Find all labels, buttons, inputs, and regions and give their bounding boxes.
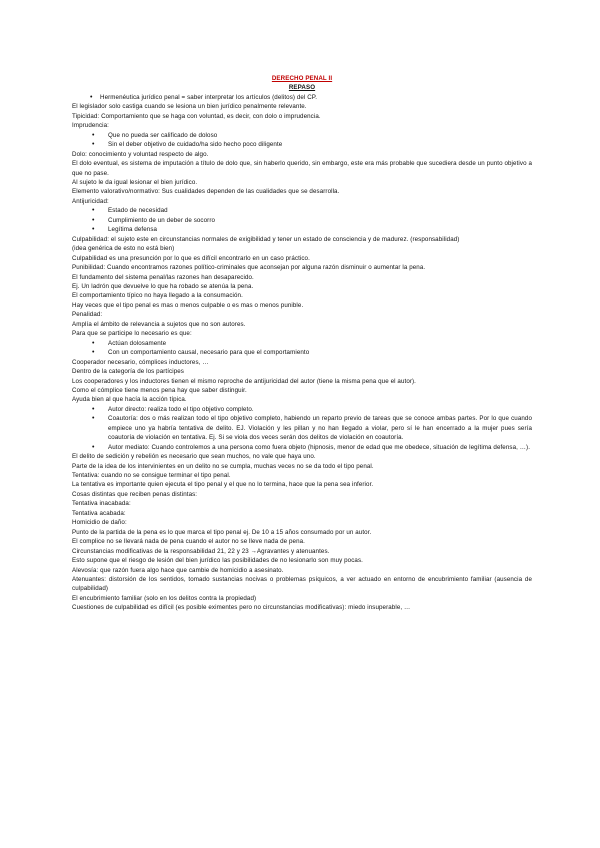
paragraph: (idea genérica de esto no está bien) — [72, 245, 175, 253]
paragraph: Cuestiones de culpabilidad es difícil (es posible eximentes pero no circunstancias modificativas): miedo insuperable, … — [72, 604, 411, 612]
list-item: • Que no pueda ser calificado de doloso — [72, 131, 532, 140]
bullet-list — [72, 206, 532, 234]
list-item: • Sin el deber objetivo de cuidado/ha sido hecho poco diligente — [72, 140, 532, 149]
paragraph: El fundamento del sistema penal/las razones han desaparecido. — [72, 273, 254, 281]
bullet-list — [72, 405, 532, 452]
paragraph: El delito de sedición y rebelión es necesario que sean muchos, no vale que haya uno. — [72, 453, 316, 461]
paragraph: El comportamiento típico no haya llegado a la consumación. — [72, 292, 243, 300]
list-item: • Legítima defensa — [72, 225, 532, 234]
document-page — [72, 74, 532, 613]
paragraph: Tentativa inacabada: — [72, 500, 131, 508]
paragraph: Esto supone que el riesgo de lesión del bien jurídico las posibilidades de no lesionarlo son muy pocas. — [72, 557, 363, 565]
paragraph: Tentativa acabada: — [72, 509, 126, 517]
list-item: • Estado de necesidad — [72, 206, 532, 215]
paragraph: Amplía el ámbito de relevancia a sujetos que no son autores. — [72, 320, 246, 328]
paragraph: Antijuricidad: — [72, 197, 109, 205]
paragraph: Penalidad: — [72, 311, 103, 319]
paragraph: Para que se participe lo necesario es que: — [72, 330, 192, 338]
list-item: • Hermenéutica jurídico penal = saber interpretar los artículos (delitos) del CP. — [72, 93, 532, 102]
paragraph: Dolo: conocimiento y voluntad respecto de algo. — [72, 150, 209, 158]
paragraph: Hay veces que el tipo penal es mas o menos culpable o es mas o menos punible. — [72, 301, 304, 309]
paragraph: Parte de la idea de los intervinientes en un delito no se cumpla, muchas veces no se da todo el tipo penal. — [72, 462, 374, 470]
paragraph: La tentativa es importante quien ejecuta el tipo penal y el que no lo termina, hace que la pena sea inferior. — [72, 481, 374, 489]
list-item: • Cumplimiento de un deber de socorro — [72, 216, 532, 225]
list-item: • Con un comportamiento causal, necesario para que el comportamiento — [72, 348, 532, 357]
paragraph: Tentativa: cuando no se consigue terminar el tipo penal. — [72, 472, 231, 480]
paragraph: Al sujeto le da igual lesionar el bien jurídico. — [72, 178, 198, 186]
list-item: • Actúan dolosamente — [72, 339, 532, 348]
paragraph: Elemento valorativo/normativo: Sus cualidades dependen de las cualidades que se desarrolla. — [72, 188, 340, 196]
paragraph: Imprudencia: — [72, 122, 109, 130]
paragraph: Tipicidad: Comportamiento que se haga con voluntad, es decir, con dolo o imprudencia. — [72, 112, 321, 120]
bullet-list — [72, 131, 532, 150]
paragraph: Cooperador necesario, cómplices inductores, … — [72, 358, 209, 366]
list-item: • Autor directo: realiza todo el tipo objetivo completo. — [72, 405, 532, 414]
paragraph: El complice no se llevará nada de pena cuando el autor no se lleve nada de pena. — [72, 538, 305, 546]
paragraph: El legislador solo castiga cuando se lesiona un bien jurídico penalmente relevante. — [72, 103, 307, 111]
paragraph: El encubrimiento familiar (solo en los delitos contra la propiedad) — [72, 594, 257, 602]
bullet-list — [72, 93, 532, 102]
paragraph: Cosas distintas que reciben penas distintas: — [72, 490, 198, 498]
paragraph: Dentro de la categoría de los partícipes — [72, 368, 184, 376]
paragraph: Culpabilidad: el sujeto este en circunstancias normales de exigibilidad y tener un estado de consciencia y de madurez. (responsabilidad) — [72, 235, 460, 243]
paragraph: Ej. Un ladrón que devuelve lo que ha robado se atenúa la pena. — [72, 282, 254, 290]
paragraph: Homicidio de daño: — [72, 519, 127, 527]
paragraph: Circunstancias modificativas de la responsabilidad 21, 22 y 23 →Agravantes y atenuantes. — [72, 547, 330, 555]
paragraph: Culpabilidad es una presunción por lo que es difícil encontrarlo en un caso práctico. — [72, 254, 310, 262]
paragraph: El dolo eventual, es sistema de imputación a título de dolo que, sin haberlo querido, sin embargo, este era más probable que sucediera desde un punto objetivo a que no pase. — [72, 160, 532, 177]
list-item: • Coautoría: dos o más realizan todo el tipo objetivo completo, habiendo un reparto previo de tareas que se conoce ambas partes. Por lo que cuando empiece uno ya habría tentativa de delito. EJ. Violación y les pillan y no han llegado a violar, pero sí le han encerrado a la mujer pues sería coautoría de violación en tentativa. Ej. Si se viola dos veces serán dos delitos de violación en coautoría. — [72, 414, 532, 442]
paragraph: Los cooperadores y los inductores tienen el mismo reproche de antijuricidad del autor (tiene la misma pena que el autor). — [72, 377, 417, 385]
bullet-list — [72, 339, 532, 358]
paragraph: Ayuda bien al que hacía la acción típica. — [72, 396, 187, 404]
paragraph: Como el cómplice tiene menos pena hay que saber distinguir. — [72, 386, 247, 394]
paragraph: Alevosía: que razón fuera algo hace que cambie de homicidio a asesinato. — [72, 566, 284, 574]
document-subtitle: REPASO — [288, 84, 316, 92]
paragraph: Punto de la partida de la pena es lo que marca el tipo penal ej. De 10 a 15 años consumado por un autor. — [72, 528, 372, 536]
list-item: • Autor mediato: Cuando controlemos a una persona como fuera objeto (hipnosis, menor de edad que me obedece, situación de legítima defensa, …). — [72, 443, 532, 452]
paragraph: Punibilidad: Cuando encontramos razones político-criminales que aconsejan por alguna razón disminuir o aumentar la pena. — [72, 264, 426, 272]
paragraph: Atenuantes: distorsión de los sentidos, tomado sustancias nocivas o problemas psíquicos, a ver actuado en entorno de encubrimiento familiar (ausencia de culpabilidad) — [72, 576, 532, 593]
document-title: DERECHO PENAL II — [271, 75, 333, 82]
